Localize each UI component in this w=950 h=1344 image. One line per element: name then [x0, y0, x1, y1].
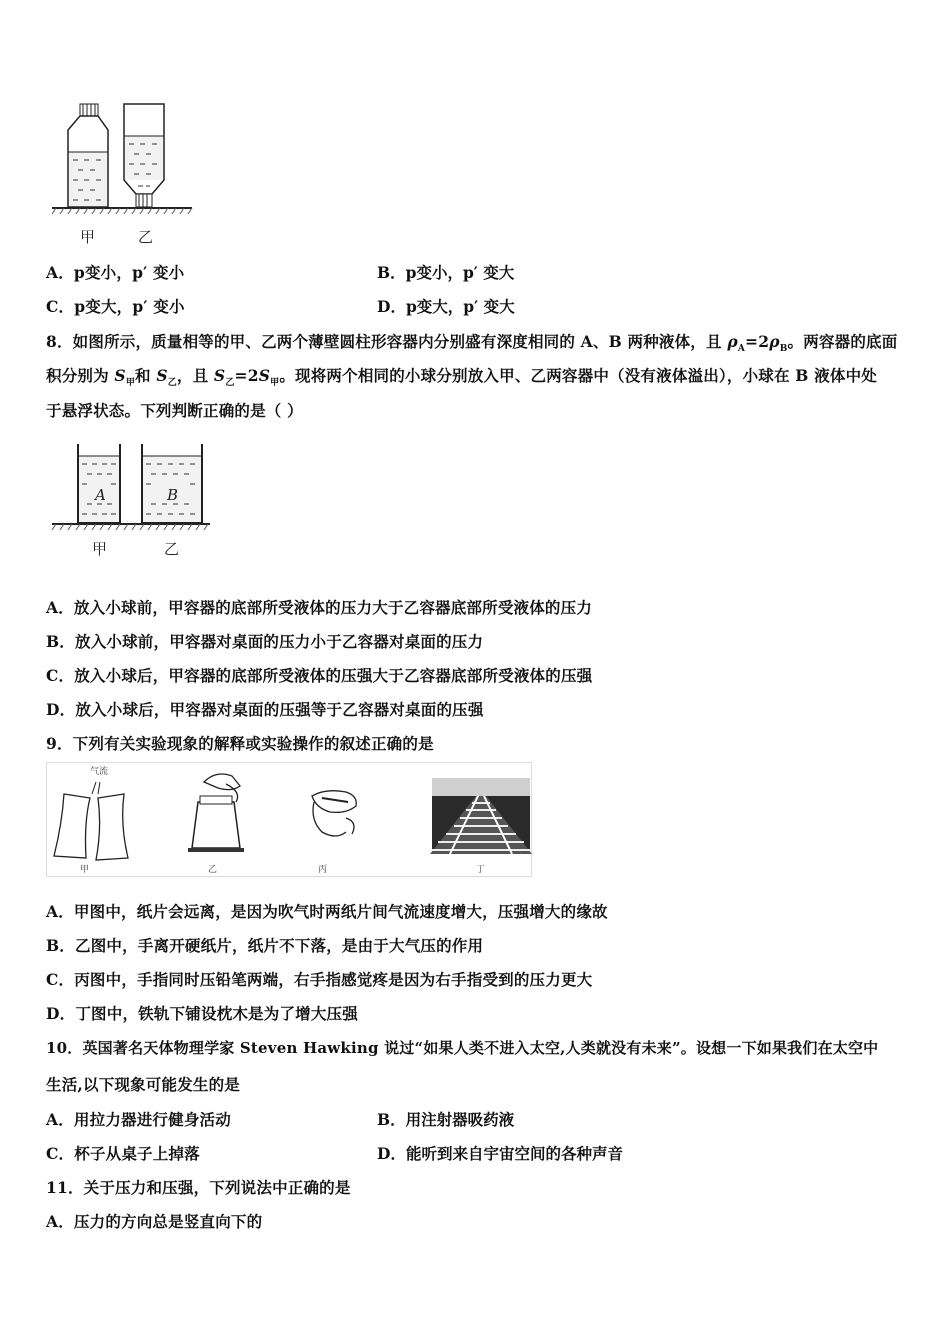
figure-q7-bottles — [46, 96, 196, 252]
fig8-label-jia: 甲 — [92, 540, 108, 558]
fig9-label-bing: 丙 — [318, 865, 328, 875]
fig9-label-yi: 乙 — [208, 865, 218, 875]
q8-option-c: C．放入小球后，甲容器的底部所受液体的压强大于乙容器底部所受液体的压强 — [46, 666, 593, 685]
bottle-jia — [68, 104, 108, 207]
figure-q8-containers — [46, 440, 216, 562]
fig9-qiliu-label: 气流 — [90, 767, 109, 777]
q7-option-b: B．p变小，p′ 变大 — [377, 263, 515, 282]
fig8-label-b: B — [167, 486, 179, 504]
q9-stem: 9．下列有关实验现象的解释或实验操作的叙述正确的是 — [46, 734, 434, 753]
q8-option-a: A．放入小球前，甲容器的底部所受液体的压力大于乙容器底部所受液体的压力 — [46, 598, 593, 617]
q10-option-b: B．用注射器吸药液 — [377, 1110, 515, 1129]
q9-option-d: D．丁图中，铁轨下铺设枕木是为了增大压强 — [46, 1004, 358, 1023]
q8-option-d: D．放入小球后，甲容器对桌面的压强等于乙容器对桌面的压强 — [46, 700, 484, 719]
fig7-label-jia: 甲 — [80, 228, 96, 246]
fig7-label-yi: 乙 — [138, 228, 154, 246]
q7-option-a: A．p变小，p′ 变小 — [46, 263, 185, 282]
bottle-yi — [124, 104, 164, 207]
fig9-label-ding: 丁 — [476, 865, 486, 875]
q11-option-a: A．压力的方向总是竖直向下的 — [46, 1212, 263, 1231]
q9-option-b: B．乙图中，手离开硬纸片，纸片不下落，是由于大气压的作用 — [46, 936, 484, 955]
q8-option-b: B．放入小球前，甲容器对桌面的压力小于乙容器对桌面的压力 — [46, 632, 484, 651]
q11-stem: 11．关于压力和压强，下列说法中正确的是 — [46, 1178, 351, 1197]
q7-option-c: C．p变大，p′ 变小 — [46, 297, 185, 316]
container-yi — [142, 444, 202, 523]
q8-stem-line2: 积分别为 $S_甲$和 $S_乙$，且 $S_乙=2S_甲$。现将两个相同的小球分别放入甲、乙两容器中（没有液体溢出），小球在 B 液体中处 — [46, 366, 877, 389]
fig8-label-a: A — [95, 486, 106, 504]
q8-stem-line1: 8．如图所示，质量相等的甲、乙两个薄壁圆柱形容器内分别盛有深度相同的 A、B 两种液体，且 $\rho_A=2\rho_B$。两容器的底面 — [46, 332, 898, 355]
q10-stem-line2: 生活,以下现象可能发生的是 — [46, 1075, 240, 1094]
q7-option-d: D．p变大，p′ 变大 — [377, 297, 515, 316]
q9-option-c: C．丙图中，手指同时压铅笔两端，右手指感觉疼是因为右手指受到的压力更大 — [46, 970, 593, 989]
container-jia — [78, 444, 120, 523]
q10-option-c: C．杯子从桌子上掉落 — [46, 1144, 200, 1163]
q8-stem-line3: 于悬浮状态。下列判断正确的是（ ） — [46, 401, 303, 420]
q9-option-a: A．甲图中，纸片会远离，是因为吹气时两纸片间气流速度增大，压强增大的缘故 — [46, 902, 608, 921]
fig9-label-jia: 甲 — [80, 865, 90, 875]
figure-q9-experiments — [46, 762, 532, 880]
q10-option-a: A．用拉力器进行健身活动 — [46, 1110, 231, 1129]
fig8-label-yi: 乙 — [164, 540, 180, 558]
q10-option-d: D．能听到来自宇宙空间的各种声音 — [377, 1144, 623, 1163]
q10-stem-line1: 10．英国著名天体物理学家 Steven Hawking 说过“如果人类不进入太空,人类就没有未来”。设想一下如果我们在太空中 — [46, 1039, 879, 1057]
